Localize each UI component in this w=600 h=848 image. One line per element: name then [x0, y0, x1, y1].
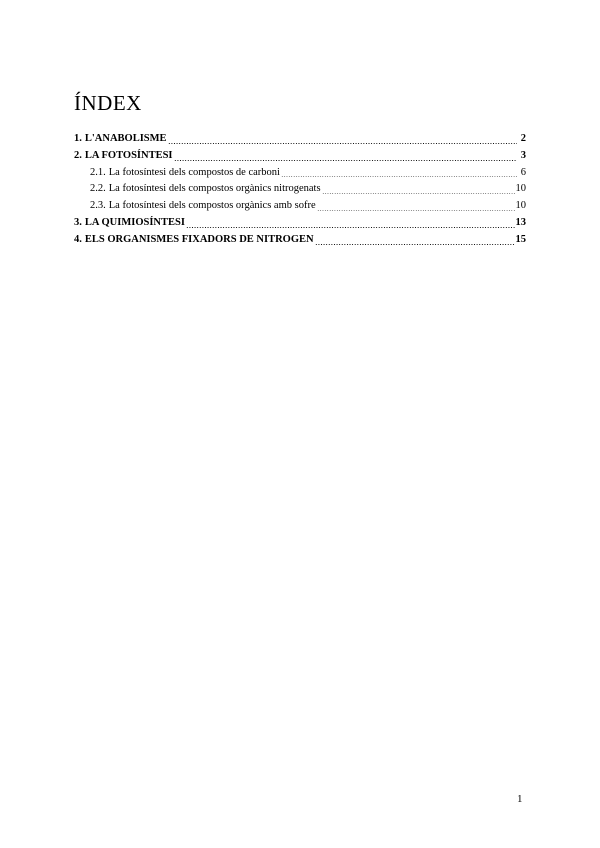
table-of-contents [74, 131, 526, 249]
toc-dot-leader [317, 210, 515, 211]
toc-entry-page: 3 [520, 149, 526, 161]
toc-entry-number: 2.2. [90, 183, 106, 195]
toc-entry-number: 2.1. [90, 166, 106, 178]
toc-entry-label: LA QUIMIOSÍNTESI [84, 216, 185, 228]
page-number: 1 [517, 793, 523, 805]
toc-entry-page: 15 [515, 233, 526, 245]
toc-entry-quimiosintesi[interactable] [74, 215, 526, 232]
toc-dot-leader [281, 176, 517, 177]
toc-dot-leader [174, 160, 517, 161]
toc-entry-fotosintesi[interactable] [74, 148, 526, 165]
toc-entry-text [90, 181, 321, 198]
toc-entry-label: La fotosíntesi dels compostos orgànics nitrogenats [108, 183, 321, 195]
toc-entry-text [90, 198, 316, 215]
toc-dot-leader [186, 227, 515, 228]
toc-entry-page: 10 [515, 200, 526, 212]
toc-dot-leader [315, 244, 515, 245]
toc-entry-text [74, 215, 185, 232]
toc-entry-text [90, 165, 280, 182]
toc-entry-page: 13 [515, 216, 526, 228]
toc-title: ÍNDEX [74, 91, 142, 115]
toc-entry-number: 2.3. [90, 200, 106, 212]
toc-entry-anabolisme[interactable] [74, 131, 526, 148]
toc-entry-page: 10 [515, 183, 526, 195]
toc-entry-label: L'ANABOLISME [84, 133, 167, 144]
toc-entry-number: 1. [74, 133, 82, 144]
toc-entry-label: La fotosíntesi dels compostos orgànics amb sofre [108, 200, 316, 212]
toc-entry-number: 2. [74, 149, 82, 161]
toc-dot-leader [168, 143, 517, 144]
toc-dot-leader [322, 193, 515, 194]
toc-entry-page: 6 [520, 166, 526, 178]
toc-entry-number: 4. [74, 233, 82, 245]
toc-entry-compostos-carboni[interactable] [74, 165, 526, 182]
toc-entry-page: 2 [520, 133, 526, 144]
toc-entry-text [74, 148, 173, 165]
toc-entry-label: LA FOTOSÍNTESI [84, 149, 173, 161]
toc-entry-text [74, 131, 167, 148]
toc-entry-label: La fotosíntesi dels compostos de carboni [108, 166, 280, 178]
toc-entry-text [74, 232, 314, 249]
toc-entry-organismes-fixadors[interactable] [74, 232, 526, 249]
toc-entry-label: ELS ORGANISMES FIXADORS DE NITROGEN [84, 233, 314, 245]
toc-entry-compostos-nitrogenats[interactable] [74, 181, 526, 198]
toc-entry-number: 3. [74, 216, 82, 228]
toc-entry-compostos-sofre[interactable] [74, 198, 526, 215]
